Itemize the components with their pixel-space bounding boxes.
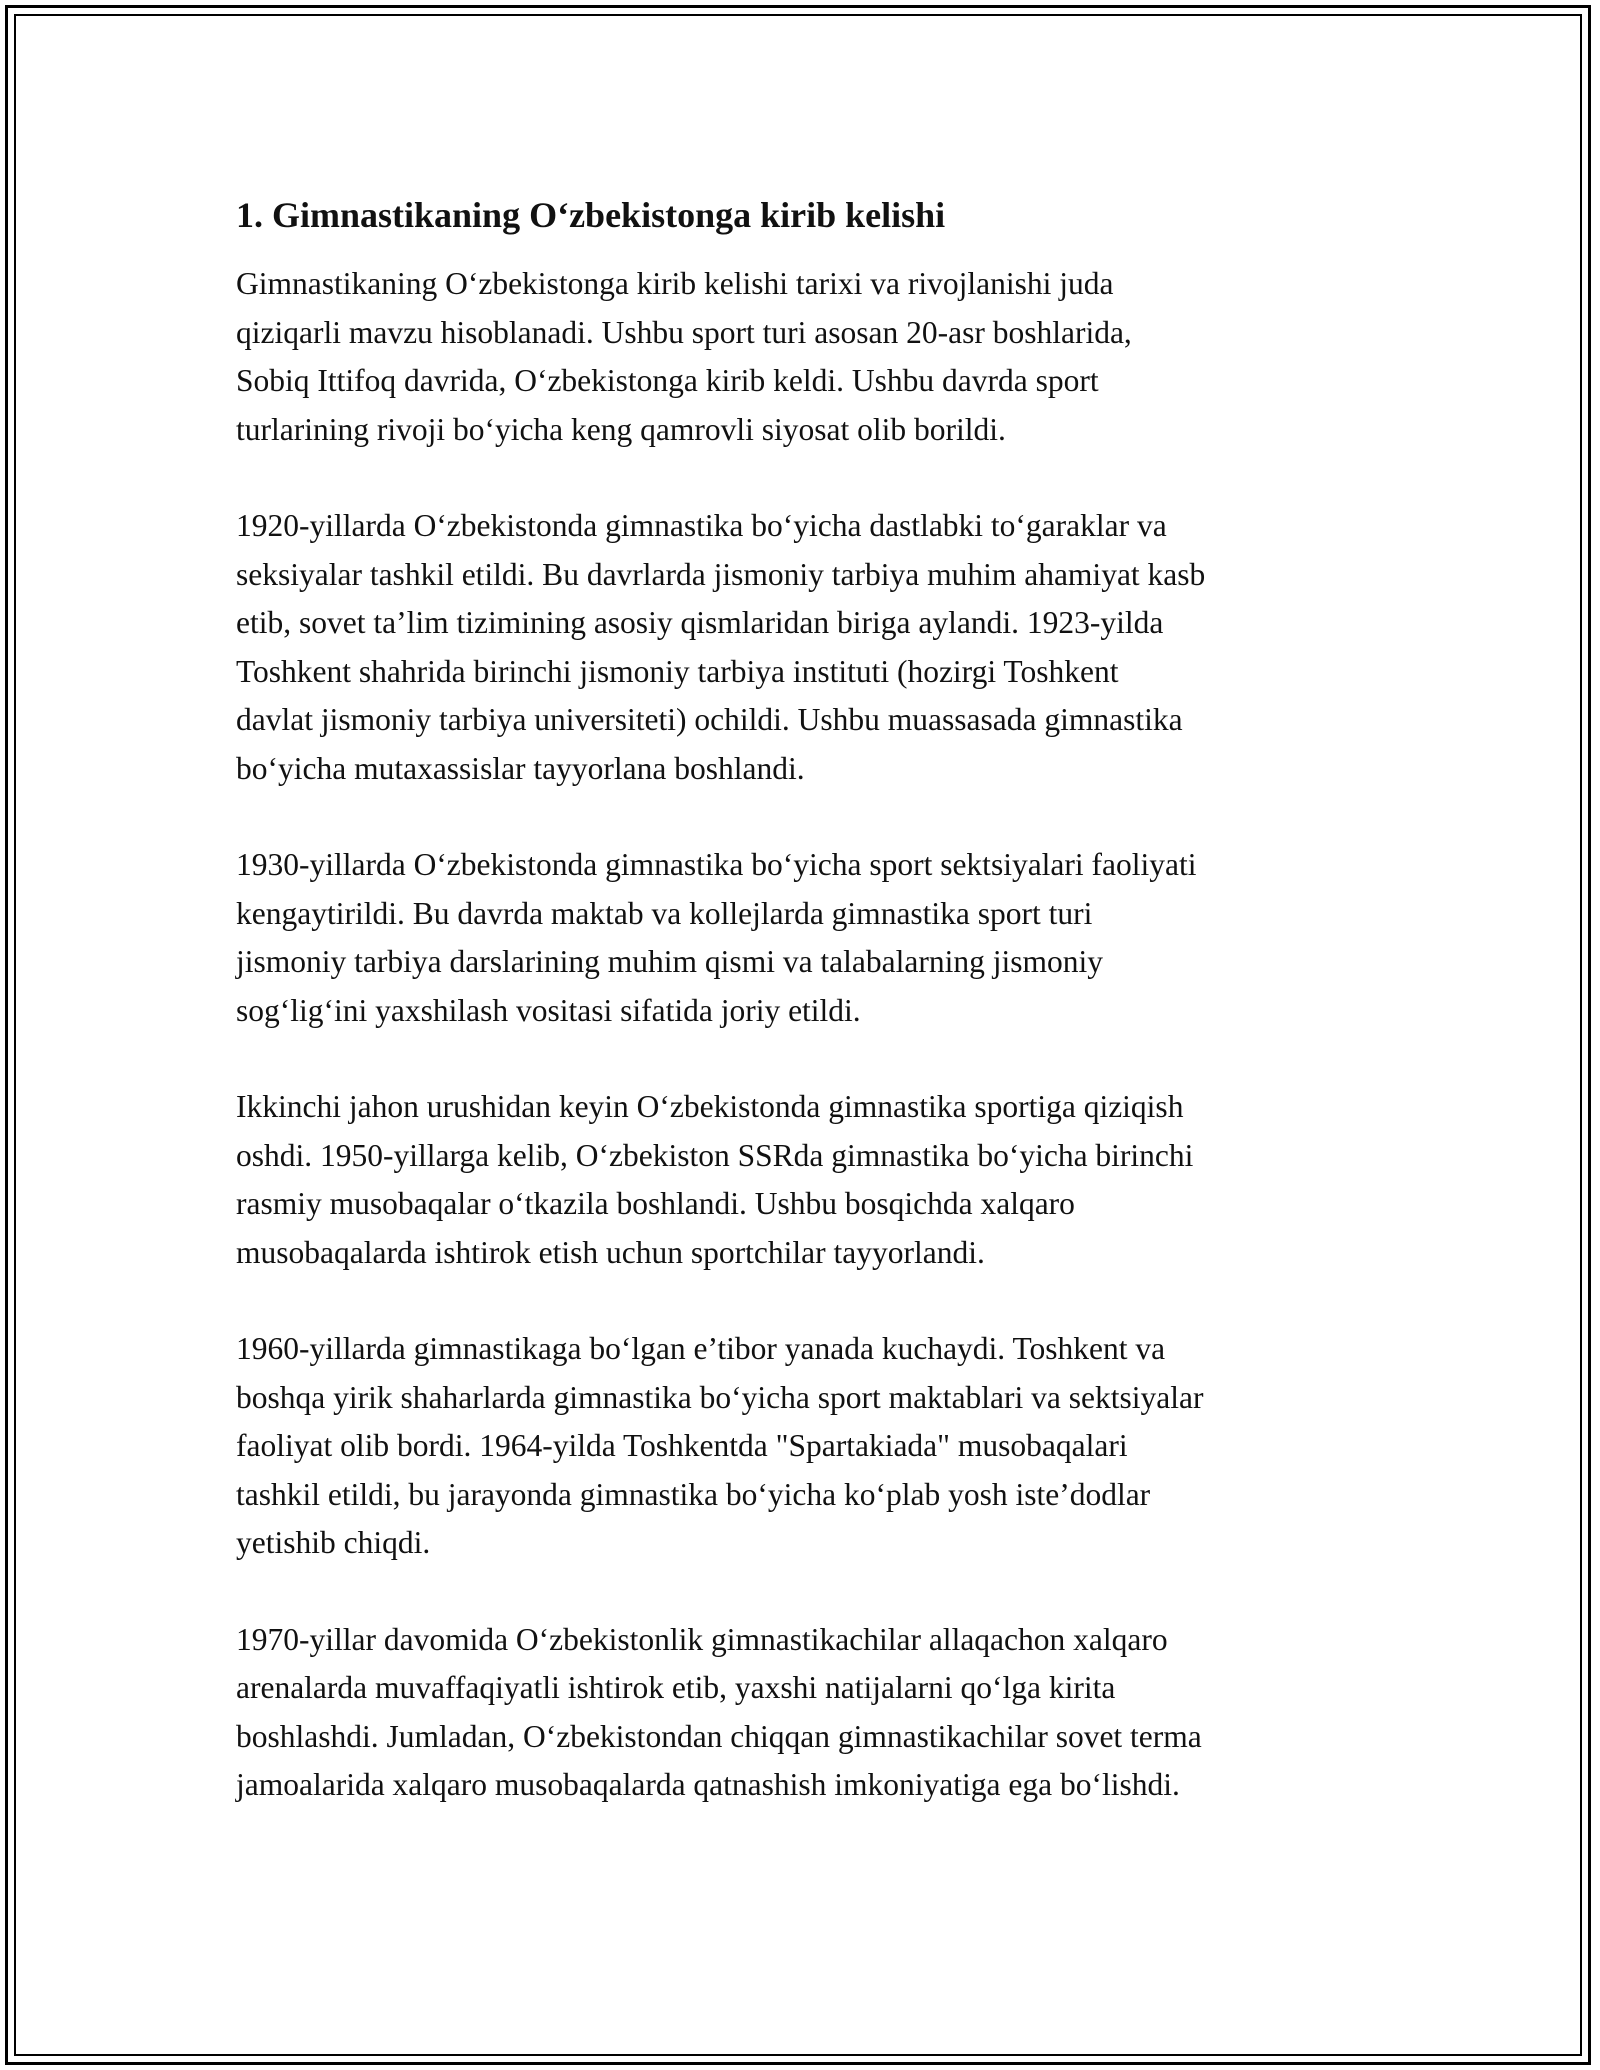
paragraph-1930s: 1930-yillarda O‘zbekistonda gimnastika bo‘yicha sport sektsiyalari faoliyati kengaytirildi. Bu davrda maktab va kollejlarda gimnastika sport turi jismoniy tarbiya darslarining muhim qismi va talabalarning jismoniy sog‘lig‘ini yaxshilash vositasi sifatida joriy etildi.	[236, 847, 1197, 1028]
paragraph-1970s: 1970-yillar davomida O‘zbekistonlik gimnastikachilar allaqachon xalqaro arenalarda muvaffaqiyatli ishtirok etib, yaxshi natijalarni qo‘lga kirita boshlashdi. Jumladan, O‘zbekistondan chiqqan gimnastikachilar sovet terma jamoalarida xalqaro musobaqalarda qatnashish imkoniyatiga ega bo‘lishdi.	[236, 1621, 1202, 1802]
paragraph-postwar: Ikkinchi jahon urushidan keyin O‘zbekistonda gimnastika sportiga qiziqish oshdi. 1950-yillarga kelib, O‘zbekiston SSRda gimnastika bo‘yicha birinchi rasmiy musobaqalar o‘tkazila boshlandi. Ushbu bosqichda xalqaro musobaqalarda ishtirok etish uchun sportchilar tayyorlandi.	[236, 1089, 1194, 1270]
paragraph-intro: Gimnastikaning O‘zbekistonga kirib kelishi tarixi va rivojlanishi juda qiziqarli mavzu hisoblanadi. Ushbu sport turi asosan 20-asr boshlarida, Sobiq Ittifoq davrida, O‘zbekistonga kirib keldi. Ushbu davrda sport turlarining rivoji bo‘yicha keng qamrovli siyosat olib borildi.	[236, 266, 1132, 447]
document-body	[236, 188, 1386, 1858]
paragraph-1960s: 1960-yillarda gimnastikaga bo‘lgan e’tibor yanada kuchaydi. Toshkent va boshqa yirik shaharlarda gimnastika bo‘yicha sport maktablari va sektsiyalar faoliyat olib bordi. 1964-yilda Toshkentda "Spartakiada" musobaqalari tashkil etildi, bu jarayonda gimnastika bo‘yicha ko‘plab yosh iste’dodlar yetishib chiqdi.	[236, 1331, 1204, 1560]
section-heading: 1. Gimnastikaning O‘zbekistonga kirib kelishi	[236, 195, 946, 235]
paragraph-1920s: 1920-yillarda O‘zbekistonda gimnastika bo‘yicha dastlabki to‘garaklar va seksiyalar tashkil etildi. Bu davrlarda jismoniy tarbiya muhim ahamiyat kasb etib, sovet ta’lim tizimining asosiy qismlaridan biriga aylandi. 1923-yilda Toshkent shahrida birinchi jismoniy tarbiya instituti (hozirgi Toshkent davlat jismoniy tarbiya universiteti) ochildi. Ushbu muassasada gimnastika bo‘yicha mutaxassislar tayyorlana boshlandi.	[236, 508, 1206, 786]
